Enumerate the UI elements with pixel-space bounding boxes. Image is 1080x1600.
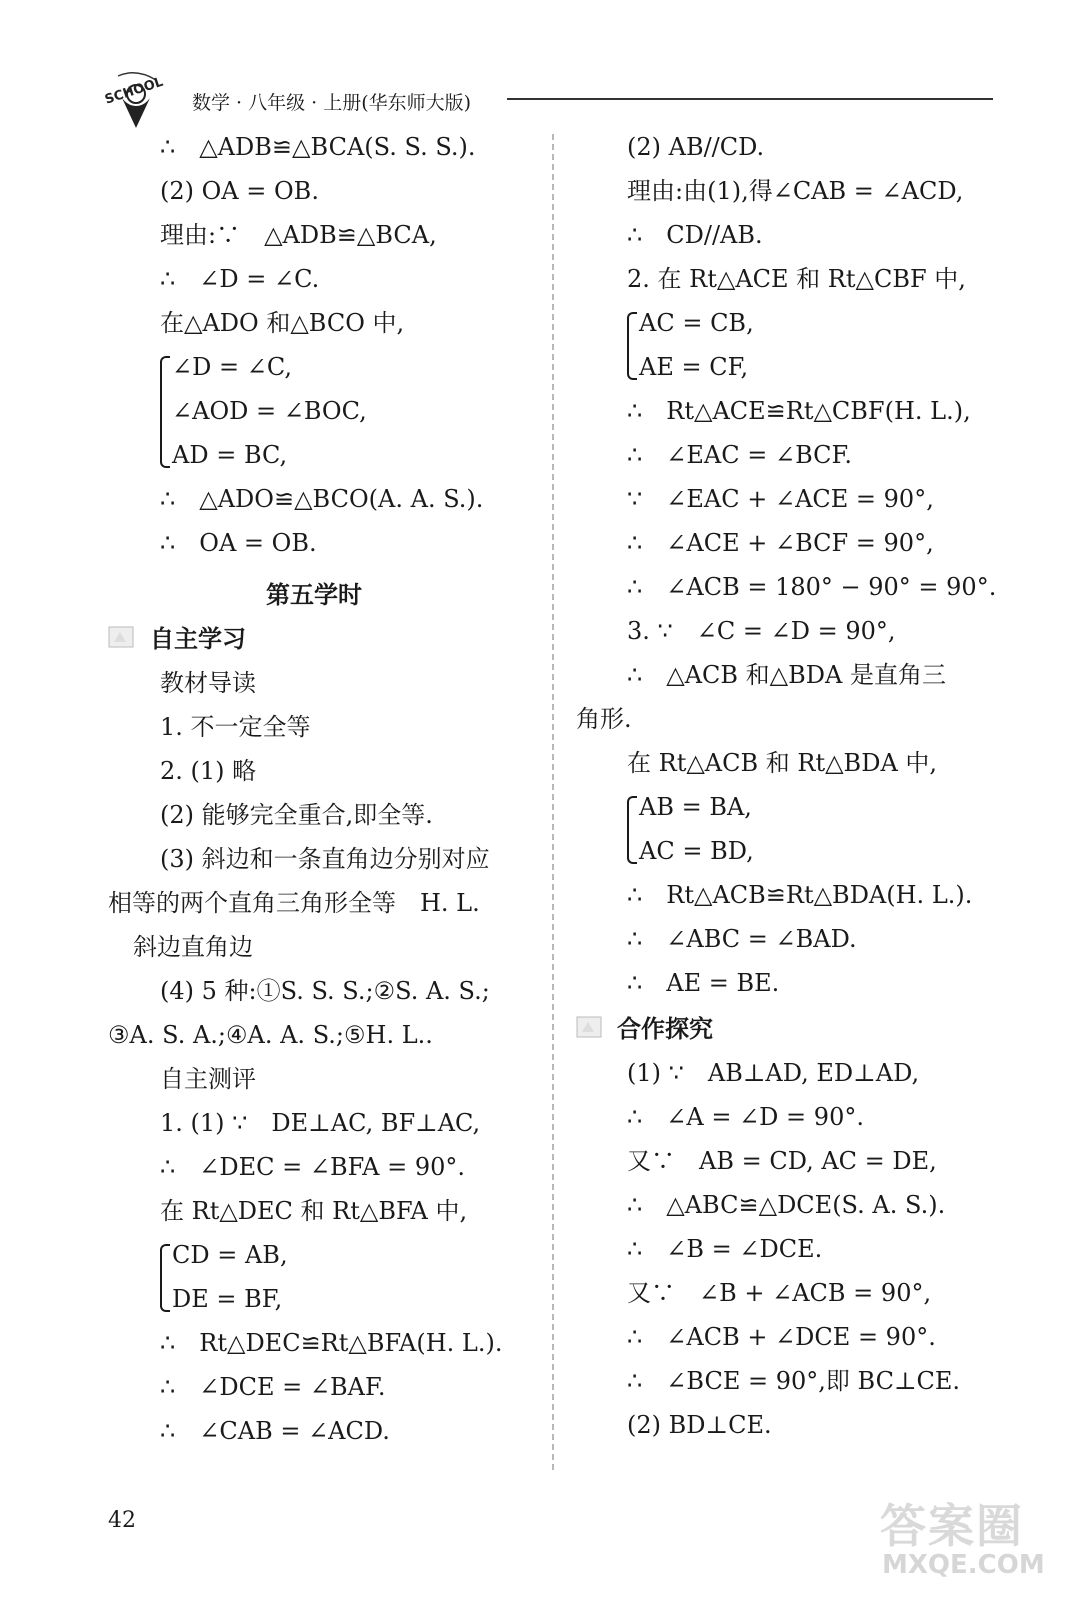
text-line: ∴ ∠DEC = ∠BFA = 90°. (160, 1153, 466, 1181)
text-line: 2. (1) 略 (160, 757, 257, 785)
watermark-text: 答案圈 (880, 1499, 1024, 1553)
text-line: ∴ ∠ACE + ∠BCF = 90°, (627, 529, 934, 557)
text-line: ∵ ∠EAC + ∠ACE = 90°, (627, 485, 934, 513)
section-title: 合作探究 (617, 1014, 713, 1043)
text-line: ∠D = ∠C, (172, 353, 292, 381)
text-line: DE = BF, (172, 1285, 283, 1313)
text-line: AD = BC, (172, 441, 288, 469)
section-icon (108, 626, 134, 648)
text-line: AE = CF, (639, 353, 749, 381)
section-icon (576, 1016, 602, 1038)
brace (627, 312, 637, 380)
text-line: 在△ADO 和△BCO 中, (160, 309, 405, 337)
text-line: ∠AOD = ∠BOC, (172, 397, 367, 425)
text-line: 理由:∵ △ADB≌△BCA, (160, 221, 437, 249)
brace (627, 796, 637, 864)
school-logo-icon (100, 62, 172, 132)
text-line: ∴ ∠D = ∠C. (160, 265, 320, 293)
section-title: 自主学习 (150, 624, 246, 653)
header-rule (507, 98, 993, 100)
text-line: ∴ OA = OB. (160, 529, 317, 557)
text-line: 理由:由(1),得∠CAB = ∠ACD, (627, 177, 964, 205)
text-line: ③A. S. A.;④A. A. S.;⑤H. L.. (108, 1021, 433, 1049)
text-line: ∴ ∠DCE = ∠BAF. (160, 1373, 386, 1401)
text-line: (2) OA = OB. (160, 177, 319, 205)
text-line: 相等的两个直角三角形全等 H. L. (108, 889, 480, 917)
text-line: ∴ ∠ABC = ∠BAD. (627, 925, 857, 953)
watermark (880, 1490, 1060, 1590)
text-line: 1. 不一定全等 (160, 713, 311, 741)
page-header (0, 0, 1080, 140)
text-line: 在 Rt△ACB 和 Rt△BDA 中, (627, 749, 938, 777)
text-line: (4) 5 种:①S. S. S.;②S. A. S.; (160, 977, 490, 1005)
text-line: AC = BD, (639, 837, 754, 865)
subsection-title: 教材导读 (160, 669, 256, 697)
text-line: ∴ ∠B = ∠DCE. (627, 1235, 823, 1263)
text-line: ∴ AE = BE. (627, 969, 780, 997)
subsection-title: 自主测评 (160, 1065, 256, 1093)
text-line: CD = AB, (172, 1241, 288, 1269)
text-line: ∴ ∠CAB = ∠ACD. (160, 1417, 390, 1445)
text-line: ∴ △ACB 和△BDA 是直角三 (627, 661, 946, 689)
text-line: ∴ Rt△ACE≌Rt△CBF(H. L.), (627, 397, 971, 425)
text-line: 在 Rt△DEC 和 Rt△BFA 中, (160, 1197, 468, 1225)
logo-text: SCHOOL (103, 74, 165, 108)
watermark-url: MXQE.COM (882, 1550, 1045, 1580)
text-line: ∴ Rt△ACB≌Rt△BDA(H. L.). (627, 881, 973, 909)
text-line: ∴ ∠BCE = 90°,即 BC⊥CE. (627, 1367, 961, 1395)
text-line: ∴ △ABC≌△DCE(S. A. S.). (627, 1191, 946, 1219)
text-line: 又∵ ∠B + ∠ACB = 90°, (627, 1279, 932, 1307)
text-line: (3) 斜边和一条直角边分别对应 (160, 845, 490, 873)
text-line: (1) ∵ AB⊥AD, ED⊥AD, (627, 1059, 920, 1087)
text-line: (2) BD⊥CE. (627, 1411, 772, 1439)
text-line: 斜边直角边 (133, 933, 253, 961)
header-title: 数学 · 八年级 · 上册(华东师大版) (192, 92, 472, 114)
text-line: ∴ △ADB≌△BCA(S. S. S.). (160, 133, 476, 161)
text-line: 2. 在 Rt△ACE 和 Rt△CBF 中, (627, 265, 966, 293)
page-number: 42 (108, 1508, 136, 1533)
text-line: ∴ ∠EAC = ∠BCF. (627, 441, 853, 469)
column-divider (552, 134, 554, 1470)
text-line: 3. ∵ ∠C = ∠D = 90°, (627, 617, 896, 645)
text-line: ∴ ∠ACB = 180° − 90° = 90°. (627, 573, 997, 601)
text-line: AC = CB, (639, 309, 754, 337)
text-line: ∴ △ADO≌△BCO(A. A. S.). (160, 485, 484, 513)
text-line: (2) AB//CD. (627, 133, 765, 161)
text-line: ∴ ∠ACB + ∠DCE = 90°. (627, 1323, 936, 1351)
lesson-title: 第五学时 (266, 580, 362, 609)
text-line: 角形. (576, 705, 632, 733)
text-line: (2) 能够完全重合,即全等. (160, 801, 433, 829)
brace (160, 1244, 170, 1312)
text-line: ∴ Rt△DEC≌Rt△BFA(H. L.). (160, 1329, 503, 1357)
text-line: 又∵ AB = CD, AC = DE, (627, 1147, 937, 1175)
text-line: ∴ ∠A = ∠D = 90°. (627, 1103, 864, 1131)
text-line: ∴ CD//AB. (627, 221, 763, 249)
brace (160, 356, 170, 468)
text-line: AB = BA, (639, 793, 752, 821)
text-line: 1. (1) ∵ DE⊥AC, BF⊥AC, (160, 1109, 481, 1137)
